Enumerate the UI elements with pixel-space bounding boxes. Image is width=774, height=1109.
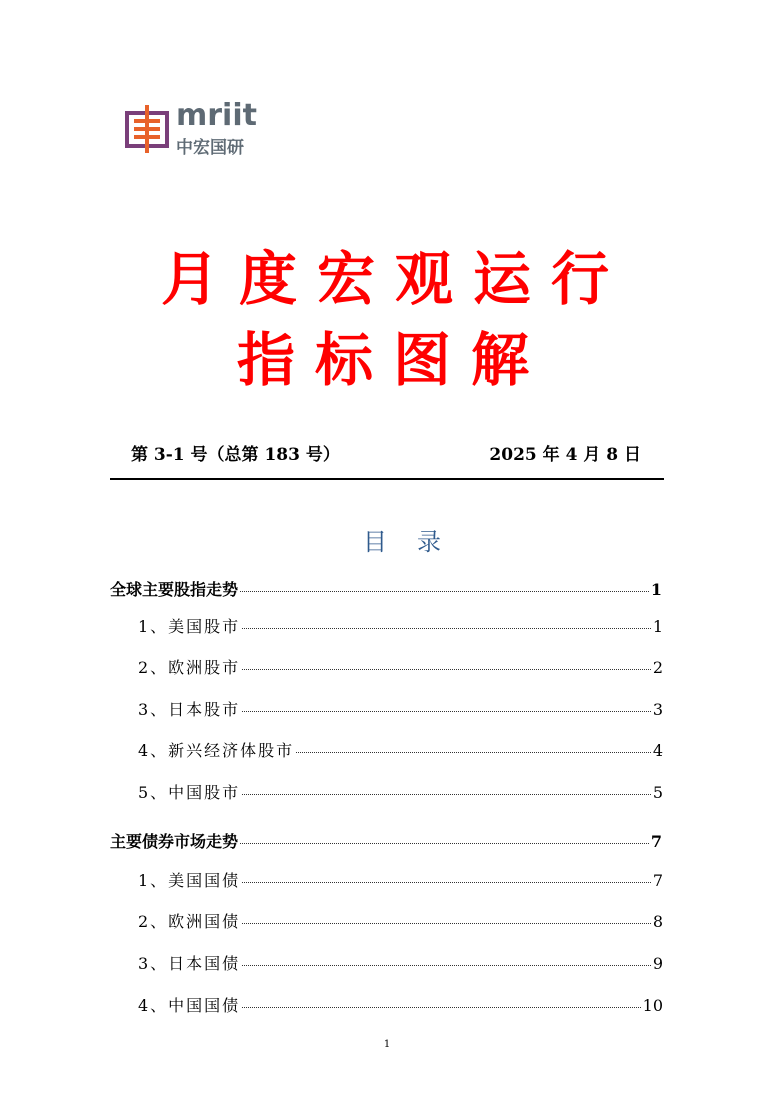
logo-brand-en: mriit — [176, 98, 257, 133]
toc-dot-leader — [242, 711, 651, 712]
toc-item-label: 3、日本国债 — [138, 954, 241, 973]
header-divider — [110, 478, 664, 480]
report-title-line-1: 月度宏观运行 — [160, 245, 629, 313]
toc-item-label: 2、欧洲股市 — [138, 658, 241, 677]
toc-dot-leader — [296, 752, 651, 753]
toc-page-number: 1 — [650, 580, 662, 599]
toc-dot-leader — [242, 794, 651, 795]
toc-page-number: 10 — [642, 996, 663, 1015]
toc-section-label: 主要债券市场走势 — [110, 832, 239, 851]
issue-info — [131, 440, 641, 466]
logo — [124, 98, 264, 158]
mriit-logo-icon — [124, 105, 170, 153]
report-title-line-2: 指标图解 — [236, 326, 549, 394]
toc-page-number: 8 — [652, 912, 663, 931]
toc-section-label: 全球主要股指走势 — [110, 580, 239, 599]
toc-item-label: 1、美国股市 — [138, 617, 241, 636]
toc-dot-leader — [242, 923, 651, 924]
toc-section-global-stocks[interactable] — [110, 577, 662, 601]
toc-page-number: 5 — [652, 783, 663, 802]
toc-dot-leader — [242, 882, 651, 883]
issue-number: 第 3-1 号（总第 183 号） — [131, 445, 340, 465]
toc-heading: 目录 — [363, 528, 471, 556]
toc-item[interactable] — [138, 951, 663, 975]
toc-item[interactable] — [138, 909, 663, 933]
toc-item-label: 5、中国股市 — [138, 783, 241, 802]
toc-page-number: 9 — [652, 954, 663, 973]
toc-page-number: 4 — [652, 741, 663, 760]
toc-page-number: 7 — [650, 832, 662, 851]
toc-item[interactable] — [138, 614, 663, 638]
logo-brand-cn: 中宏国研 — [176, 138, 244, 158]
toc-page-number: 2 — [652, 658, 663, 677]
toc-item[interactable] — [138, 868, 663, 892]
toc-item-label: 1、美国国债 — [138, 871, 241, 890]
toc-dot-leader — [242, 669, 651, 670]
toc-dot-leader — [242, 1007, 640, 1008]
toc-dot-leader — [242, 628, 651, 629]
toc-page-number: 3 — [652, 700, 663, 719]
toc-section-bond-markets[interactable] — [110, 829, 662, 853]
toc-item[interactable] — [138, 697, 663, 721]
toc-item[interactable] — [138, 780, 663, 804]
toc-item-label: 2、欧洲国债 — [138, 912, 241, 931]
toc-item[interactable] — [138, 738, 663, 762]
toc-page-number: 7 — [652, 871, 663, 890]
toc-dot-leader — [242, 965, 651, 966]
toc-page-number: 1 — [652, 617, 663, 636]
toc-item[interactable] — [138, 655, 663, 679]
toc-item[interactable] — [138, 993, 663, 1017]
issue-date: 2025 年 4 月 8 日 — [489, 445, 641, 465]
toc-dot-leader — [240, 591, 649, 592]
toc-item-label: 4、中国国债 — [138, 996, 241, 1015]
footer-page-number: 1 — [383, 1039, 391, 1050]
toc-dot-leader — [240, 843, 649, 844]
toc-item-label: 3、日本股市 — [138, 700, 241, 719]
toc-item-label: 4、新兴经济体股市 — [138, 741, 295, 760]
